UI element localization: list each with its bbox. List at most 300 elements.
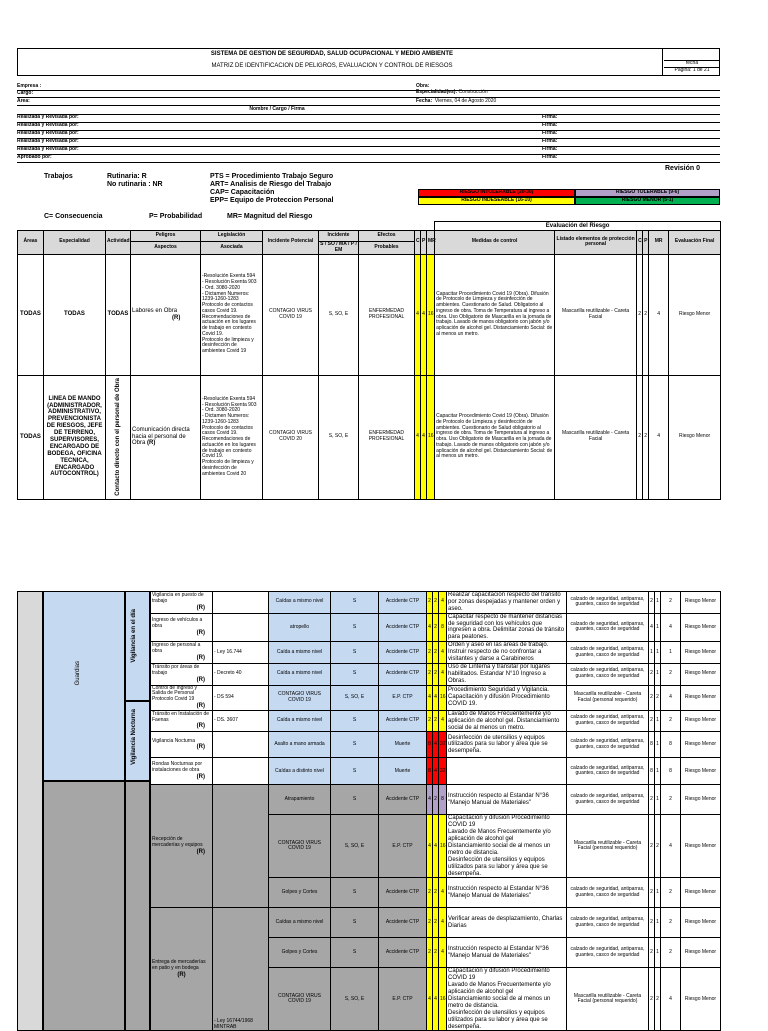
- revision-label: Realizada y Revisada por:: [17, 130, 79, 136]
- cell-epp: Mascarilla reutilizable - Careta Facial (personal requerido): [567, 815, 649, 878]
- cell-epp: calzado de seguridad, antiparras, guantes, casco de seguridad: [567, 592, 649, 614]
- cell-medidas: [447, 758, 567, 785]
- cell-mr: 8: [439, 613, 447, 642]
- cell-peligro: [151, 685, 213, 710]
- cell-epp: calzado de seguridad, antiparras, guantes, casco de seguridad: [567, 732, 649, 758]
- cell-peligro: [151, 732, 213, 758]
- especialidad-line: Especialidad(es): Construcción: [416, 89, 488, 95]
- cell-incidente: Caída a mismo nivel: [269, 642, 331, 664]
- cell-mr2: 2: [661, 938, 681, 968]
- cell-mr2: 4: [661, 613, 681, 642]
- table-row: [151, 732, 721, 758]
- epp-label: EPP= Equipo de Proteccion Personal: [210, 197, 334, 204]
- cell-c2: 2: [649, 685, 655, 710]
- cell-c: 4: [427, 815, 433, 878]
- cell-mr2: 2: [661, 663, 681, 685]
- peligro-text: Vigilancia en puesto de trabajo: [152, 592, 204, 604]
- cell-p2: 1: [655, 663, 661, 685]
- peligro-text: Tránsito en Instalación de Faenas: [152, 710, 210, 723]
- cell-legislacion: [213, 732, 269, 758]
- cell-c: 4: [415, 254, 421, 375]
- cell-p: 4: [433, 685, 439, 710]
- cell-mr: 16: [439, 685, 447, 710]
- cell-p2: 1: [655, 710, 661, 732]
- cell-final: Riesgo Menor: [681, 592, 721, 614]
- cell-medidas: Lavado de Manos Frecuentemente y/o aplicación de alcohol gel. Distanciamiento social de al menos un metro.: [447, 710, 567, 732]
- firma-label: Firma:: [542, 122, 558, 128]
- cell-final: Riesgo Menor: [669, 254, 721, 375]
- cell-mr: 16: [427, 375, 435, 499]
- table-row: [151, 758, 721, 785]
- header-page: Página: 1 de 21: [664, 67, 720, 74]
- cell-incidente: CONTAGIO VIRUS COVID 20: [263, 375, 319, 499]
- cell-medidas: Realizar capacitación respecto del tránsito por zonas despejadas y mantener orden y aseo.: [447, 592, 567, 614]
- revision-row: [17, 115, 720, 123]
- firma-label: Firma:: [542, 146, 558, 152]
- cell-final: Riesgo Menor: [681, 785, 721, 815]
- col-areas: Áreas: [18, 231, 44, 255]
- table-row: [151, 908, 721, 938]
- cell-medidas: Uso de Linterna y transitar por lugares habilitados. Estandar N°10 Ingreso a Obras.: [447, 663, 567, 685]
- cell-p: 4: [433, 732, 439, 758]
- cell-peligro: [151, 785, 213, 908]
- cell-codes: S: [331, 732, 379, 758]
- revision-label: Realizada y Revisada por:: [17, 122, 79, 128]
- cell-peligro: [151, 613, 213, 642]
- cell-c2: 2: [649, 878, 655, 908]
- header-title: SISTEMA DE GESTION DE SEGURIDAD, SALUD OCUPACIONAL Y MEDIO AMBIENTE: [210, 51, 454, 57]
- cell-p: 2: [433, 592, 439, 614]
- cell-codes: S: [331, 908, 379, 938]
- tipo-text: (R): [196, 629, 205, 636]
- table-row: [151, 592, 721, 614]
- cell-p2: 2: [655, 685, 661, 710]
- cell-mr: 4: [439, 908, 447, 938]
- cell-efecto: Accidente CTP: [379, 642, 427, 664]
- cell-p2: 1: [655, 938, 661, 968]
- cell-codes: S: [331, 878, 379, 908]
- cell-codes: S, SO, E: [319, 254, 359, 375]
- cell-legislacion: -Resolución Exenta 594 - Resolución Exenta 903 - Ord. 3080-2020 - Dictamen Numeros: 1239-1260-1283 Protocolo de contactos casos Covid 19. Recomendaciones de actuación en los lugares de trabajo en contexto Covid 19. Protocolo de limpieza y desinfección de ambientes Covid 19: [201, 254, 263, 375]
- cell-c: 2: [427, 592, 433, 614]
- col-eval-final: Evaluación Final: [669, 231, 721, 255]
- cell-mr: 16: [439, 815, 447, 878]
- tipo-text: (R): [196, 848, 205, 855]
- col-probables: Probables: [359, 242, 415, 255]
- cell-incidente: CONTAGIO VIRUS COVID 19: [269, 685, 331, 710]
- cell-area: TODAS: [18, 254, 44, 375]
- cell-c: 2: [427, 710, 433, 732]
- cell-final: Riesgo Menor: [681, 732, 721, 758]
- cell-mr2: 2: [661, 908, 681, 938]
- cell-mr2: 2: [661, 710, 681, 732]
- cell-peligro: Comunicación directa hacia el personal de Obra (R): [131, 375, 201, 499]
- cell-p2: 1: [655, 878, 661, 908]
- cell-p: 2: [433, 663, 439, 685]
- cell-codes: S, SO, E: [319, 375, 359, 499]
- peligro-text: Ingreso de personal a obra: [152, 642, 201, 655]
- cell-final: Riesgo Menor: [681, 815, 721, 878]
- cell-incidente: CONTAGIO VIRUS COVID 19: [269, 815, 331, 878]
- col-mr: MR: [427, 231, 435, 255]
- nombre-cargo-firma: Nombre / Cargo / Firma: [249, 106, 305, 112]
- cell-c2: 8: [649, 758, 655, 785]
- firma-label: Firma:: [542, 138, 558, 144]
- cell-efecto: E.P. CTP: [379, 685, 427, 710]
- cell-p2: 1: [655, 732, 661, 758]
- legend: [17, 165, 720, 225]
- cap-label: CAP= Capacitación: [210, 189, 275, 196]
- col-incidente-potencial: Incidente Potencial: [263, 231, 319, 255]
- cell-codes: S: [331, 938, 379, 968]
- cell-epp: Mascarilla reutilizable - Careta Facial: [555, 254, 637, 375]
- cell-codes: S, SO, E: [331, 815, 379, 878]
- cell-c: 4: [427, 613, 433, 642]
- cell-especialidad: TODAS: [44, 254, 106, 375]
- cell-incidente: Caídas a distinto nivel: [269, 758, 331, 785]
- cell-c2: 2: [637, 254, 643, 375]
- firma-label: Firma:: [542, 114, 558, 120]
- eval-header: Evaluación del Riesgo: [435, 222, 721, 231]
- table-row: [151, 663, 721, 685]
- table-row: [151, 613, 721, 642]
- cell-medidas: Capacitación y difusión Procedimiento COVID 19 Lavado de Manos Frecuentemente y/o aplicación de alcohol gel Distanciamiento social de al menos un metro de distancia. Desinfección de utensilios y equipos utilizados para su labor y área que se desempeña.: [447, 815, 567, 878]
- cell-c: 2: [427, 908, 433, 938]
- cell-p: 4: [421, 375, 427, 499]
- probabilidad-label: P= Probabilidad: [149, 213, 203, 220]
- cell-mr2: 4: [649, 254, 669, 375]
- table-row: [151, 642, 721, 664]
- cell-mr: 16: [439, 968, 447, 1031]
- cell-efecto: Accidente CTP: [379, 613, 427, 642]
- cell-epp: calzado de seguridad, antiparras, guantes, casco de seguridad: [567, 663, 649, 685]
- cell-epp: calzado de seguridad, antiparras, guantes, casco de seguridad: [567, 758, 649, 785]
- cell-efectos: ENFERMEDAD PROFESIONAL: [359, 254, 415, 375]
- cell-c2: 2: [649, 908, 655, 938]
- cell-efectos: ENFERMEDAD PROFESIONAL: [359, 375, 415, 499]
- cell-legislacion: -Resolución Exenta 594 - Resolución Exenta 903 - Ord. 3080-2020 - Dictamen Numeros: 1239-1260-1283 Protocolo de contactos casos Covid 19. Recomendaciones de actuación en los lugares de trabajo en contexto Covid 19. Protocolo de limpieza y desinfección de ambientes Covid 20: [201, 375, 263, 499]
- cell-c2: 1: [649, 642, 655, 664]
- cell-medidas: Instrucción respecto al Estandar N°36 "Manejo Manual de Materiales": [447, 785, 567, 815]
- cell-legislacion: - DS. 3607: [213, 710, 269, 732]
- cell-codes: S: [331, 663, 379, 685]
- header-subtitle: MATRIZ DE IDENTIFICACION DE PELIGROS, EVALUACION Y CONTROL DE RIESGOS: [211, 63, 453, 69]
- revision-row: [17, 155, 720, 163]
- cell-final: Riesgo Menor: [681, 642, 721, 664]
- cell-legislacion: [213, 613, 269, 642]
- col-mr2: MR: [649, 231, 669, 255]
- cell-epp: Mascarilla reutilizable - Careta Facial (personal requerido): [567, 968, 649, 1031]
- cell-mr: 8: [439, 785, 447, 815]
- cell-c2: 2: [649, 710, 655, 732]
- cell-efecto: Accidente CTP: [379, 878, 427, 908]
- cell-p: 2: [433, 938, 439, 968]
- pts-label: PTS = Procedimiento Trabajo Seguro: [210, 173, 334, 180]
- tipo-text: (R): [196, 604, 205, 611]
- cell-c2: 8: [649, 732, 655, 758]
- cell-mr: 16: [427, 254, 435, 375]
- cell-legislacion: - Ley 16.744: [213, 642, 269, 664]
- cell-legislacion: [213, 785, 269, 908]
- cell-final: Riesgo Menor: [669, 375, 721, 499]
- tipo-text: (R): [196, 654, 205, 661]
- rutinaria-label: Rutinaria: R: [107, 173, 147, 180]
- cell-legislacion: - Decreto 40: [213, 663, 269, 685]
- document-header: [17, 48, 720, 76]
- cell-p: 2: [433, 878, 439, 908]
- cell-mr2: 8: [661, 732, 681, 758]
- cell-mr: 4: [439, 663, 447, 685]
- trabajos-label: Trabajos: [44, 173, 73, 180]
- legend-tolerable: RIESGO TOLERABLE (9-6): [575, 189, 720, 197]
- cell-epp: calzado de seguridad, antiparras, guantes, casco de seguridad: [567, 938, 649, 968]
- cell-codes: S: [331, 592, 379, 614]
- legend-indeseable: RIESGO INDESEABLE (16-10): [418, 197, 575, 205]
- cell-p: 2: [433, 785, 439, 815]
- cell-p2: 2: [643, 254, 649, 375]
- cell-medidas: Instrucción respecto al Estandar N°36 "Manejo Manual de Materiales": [447, 878, 567, 908]
- tipo-text: (R): [177, 971, 186, 978]
- tipo-text: (R): [196, 723, 205, 730]
- revision-label: Realizada y Revisada por:: [17, 114, 79, 120]
- cell-c: 8: [427, 758, 433, 785]
- cell-medidas: Procedimiento Seguridad y Vigilancia. Capacitación y difusión Procedimiento COVID 19.: [447, 685, 567, 710]
- tipo-text: (R): [196, 702, 205, 709]
- cell-codes: S, SO, E: [331, 968, 379, 1031]
- cell-mr: 32: [439, 732, 447, 758]
- cell-medidas: Instrucción respecto al Estandar N°36 "Manejo Manual de Materiales": [447, 938, 567, 968]
- cell-area: TODAS: [18, 375, 44, 499]
- cell-codes: S: [331, 642, 379, 664]
- cell-mr: 4: [439, 710, 447, 732]
- col-c: C: [415, 231, 421, 255]
- cell-legislacion: [213, 758, 269, 785]
- revision-row: [17, 131, 720, 139]
- cell-c: 2: [427, 663, 433, 685]
- cell-medidas: Capacitación y difusión Procedimiento COVID 19 Lavado de Manos Frecuentemente y/o aplicación de alcohol gel Distanciamiento social de al menos un metro de distancia. Desinfección de utensilios y equipos utilizados para su labor y área que se desempeña.: [447, 968, 567, 1031]
- revision-row: [17, 139, 720, 147]
- col-incidente-codes: S / SO / MA / P / EM: [320, 241, 357, 253]
- cell-final: Riesgo Menor: [681, 710, 721, 732]
- cell-final: Riesgo Menor: [681, 758, 721, 785]
- cell-incidente: atropello: [269, 613, 331, 642]
- empresa-label: Empresa :: [17, 84, 720, 91]
- cell-mr2: 1: [661, 642, 681, 664]
- cell-incidente: Caídas a mismo nivel: [269, 908, 331, 938]
- cell-epp: calzado de seguridad, antiparras, guantes, casco de seguridad: [567, 908, 649, 938]
- header-fecha: fecha: [664, 60, 720, 67]
- revision-label: Aprobado por:: [17, 154, 52, 160]
- cell-medidas: Verificar areas de desplazamiento, Charlas Diarias: [447, 908, 567, 938]
- cell-c: 8: [427, 732, 433, 758]
- cell-incidente: CONTAGIO VIRUS COVID 19: [269, 968, 331, 1031]
- cell-final: Riesgo Menor: [681, 878, 721, 908]
- revision-label: Realizada y Revisada por:: [17, 146, 79, 152]
- cell-epp: Mascarilla reutilizable - Careta Facial (personal requerido): [567, 685, 649, 710]
- cell-c2: 2: [649, 815, 655, 878]
- col-p: P: [421, 231, 427, 255]
- cell-mr: 4: [439, 642, 447, 664]
- cell-mr2: 2: [661, 878, 681, 908]
- cell-p: 2: [433, 908, 439, 938]
- peligro-text: Vigilancia Nocturna: [152, 737, 195, 744]
- col-legislacion: Legislación: [201, 231, 263, 242]
- cell-incidente: Golpes y Cortes: [269, 938, 331, 968]
- obra-label: Obra:: [416, 83, 430, 89]
- cell-especialidad: LINEA DE MANDO (ADMINISTRADOR, ADMINISTRATIVO, PREVENCIONISTA DE RIESGOS, JEFE DE TERRENO, SUPERVISORES, ENCARGADO DE BODEGA, OFICINA TECNICA, ENCARGADO AUTOCONTROL): [44, 375, 106, 499]
- cell-final: Riesgo Menor: [681, 968, 721, 1031]
- cell-incidente: Caídas a mismo nivel: [269, 592, 331, 614]
- cell-actividad: TODAS: [106, 254, 131, 375]
- no-rutinaria-label: No rutinaria : NR: [107, 181, 163, 188]
- cell-final: Riesgo Menor: [681, 663, 721, 685]
- revision-label: Revisión 0: [665, 165, 701, 172]
- cell-mr2: 2: [661, 785, 681, 815]
- cell-mr: 4: [439, 938, 447, 968]
- cell-peligro: [151, 592, 213, 614]
- peligro-text: Rondas Nocturnas por instalaciones de obra: [152, 761, 203, 773]
- group-nocturna-label: Vigilancia Nocturna: [131, 709, 137, 765]
- cell-final: Riesgo Menor: [681, 938, 721, 968]
- col-asociada: Asociada: [201, 242, 263, 255]
- cell-incidente: Caída a mismo nivel: [269, 710, 331, 732]
- cell-efecto: Accidente CTP: [379, 938, 427, 968]
- tipo-text: (R): [196, 744, 205, 751]
- cell-mr2: 4: [661, 815, 681, 878]
- cell-c2: 2: [649, 968, 655, 1031]
- cell-c2: 2: [649, 663, 655, 685]
- cell-epp: calzado de seguridad, antiparras, guantes, casco de seguridad: [567, 785, 649, 815]
- cell-efecto: Accidente CTP: [379, 908, 427, 938]
- table-row: [18, 375, 721, 499]
- col-c2: C: [637, 231, 643, 255]
- cell-medidas: Capacitar Procedimiento Covid 19 (Obra). Difusión de Protocolo de Limpieza y desinfección de ambientes. Cuestionario de Salud obligatorio al ingreso de obra. Toma de Temperatura al ingreso a obra. Uso Obligatorio de Mascarilla en la jornada de trabajo. Lavado de manos obligatorio con jabón y/o aplicación de alcohol gel. Distanciamiento Social: de al menos un metro.: [435, 375, 555, 499]
- cell-p2: 1: [655, 908, 661, 938]
- cell-c: 4: [427, 785, 433, 815]
- cell-epp: calzado de seguridad, antiparras, guantes, casco de seguridad: [567, 613, 649, 642]
- cell-efecto: Accidente CTP: [379, 710, 427, 732]
- cell-efecto: Accidente CTP: [379, 785, 427, 815]
- col-efectos: Efectos: [359, 231, 415, 242]
- table-row: [18, 254, 721, 375]
- area-label: Área:: [17, 99, 720, 106]
- col-listado: Listado elementos de protección personal: [555, 231, 637, 255]
- cell-codes: S: [331, 613, 379, 642]
- col-p2: P: [643, 231, 649, 255]
- tipo-text: (R): [196, 676, 205, 683]
- group-dia-label: Vigilancia en el día: [131, 609, 137, 663]
- cell-p: 4: [433, 758, 439, 785]
- cell-peligro: [151, 663, 213, 685]
- cell-codes: S: [331, 758, 379, 785]
- cell-peligro: [151, 642, 213, 664]
- cell-p2: 2: [655, 815, 661, 878]
- cell-legislacion: [213, 908, 269, 1031]
- cell-incidente: Caída a mismo nivel: [269, 663, 331, 685]
- cell-incidente: CONTAGIO VIRUS COVID 19: [263, 254, 319, 375]
- cell-mr: 4: [439, 878, 447, 908]
- cell-epp: calzado de seguridad, antiparras, guantes, casco de seguridad: [567, 878, 649, 908]
- cell-codes: S: [331, 710, 379, 732]
- cell-p: 2: [433, 710, 439, 732]
- col-peligros: Peligros: [131, 231, 201, 242]
- cell-mr2: 4: [661, 968, 681, 1031]
- leg-text: - Ley 16744/1968 MINTRAB: [214, 1017, 253, 1030]
- peligro-text: Entrega de mercaderías en patio y en bodega: [152, 959, 206, 971]
- cell-efecto: Muerte: [379, 758, 427, 785]
- cell-incidente: Golpes y Cortes: [269, 878, 331, 908]
- cell-mr: 4: [439, 592, 447, 614]
- peligro-text: Tránsito por áreas de trabajo: [152, 664, 200, 676]
- cell-legislacion: - DS 594: [213, 685, 269, 710]
- magnitud-label: MR= Magnitud del Riesgo: [227, 213, 313, 220]
- revision-row: [17, 147, 720, 155]
- cell-codes: S, SO, E: [331, 685, 379, 710]
- cell-p: 4: [433, 815, 439, 878]
- cell-c2: 2: [649, 592, 655, 614]
- cell-medidas: Desinfección de utensilios y equipos utilizados para su labor y área que se desempeña.: [447, 732, 567, 758]
- cell-p2: 1: [655, 758, 661, 785]
- cell-final: Riesgo Menor: [681, 908, 721, 938]
- cell-efecto: E.P. CTP: [379, 815, 427, 878]
- revision-label: Realizada y Revisada por:: [17, 138, 79, 144]
- cell-mr2: 4: [661, 685, 681, 710]
- cell-c2: 2: [649, 938, 655, 968]
- tipo-text: (R): [196, 773, 205, 780]
- col-especialidad: Especialidad: [44, 231, 106, 255]
- cargo-label: Cargo:: [17, 91, 720, 98]
- art-label: ART= Analisis de Riesgo del Trabajo: [210, 181, 332, 188]
- cell-final: Riesgo Menor: [681, 613, 721, 642]
- cell-p2: 1: [655, 785, 661, 815]
- peligro-text: Ingreso de vehículos a obra: [152, 617, 203, 629]
- cell-epp: Mascarilla reutilizable - Careta Facial: [555, 375, 637, 499]
- cell-efecto: Accidente CTP: [379, 663, 427, 685]
- fecha-line: Fecha: Viernes, 04 de Agosto 2020: [416, 98, 497, 104]
- cell-medidas: Capacitar Procedimiento Covid 19 (Obra). Difusión de Protocolo de Limpieza y desinfección de ambientes. Cuestionario de Salud. Obligatorio al ingreso de obra. Toma de Temperatura al ingreso a obra. Uso Obligatorio de Mascarilla en la jornada de trabajo. Lavado de manos obligatorio con jabón y/o aplicación de alcohol gel. Distanciamiento Social: de al menos un metro.: [435, 254, 555, 375]
- cell-p: 4: [421, 254, 427, 375]
- legend-intolerable: RIESGO INTOLERABLE (20-36): [418, 189, 575, 197]
- guardias-label: Guardias: [75, 661, 81, 686]
- risk-table-2: [17, 591, 720, 1030]
- cell-epp: calzado de seguridad, antiparras, guantes, casco de seguridad: [567, 642, 649, 664]
- legend-menor: RIESGO MENOR (5-1): [575, 197, 720, 205]
- cell-mr2: 2: [661, 592, 681, 614]
- cell-c2: 2: [637, 375, 643, 499]
- info-block: [17, 84, 720, 164]
- col-aspectos: Aspectos: [131, 242, 201, 255]
- cell-medidas: Capacitar respecto de mantener distancias de seguridad con los vehículos que ingresen a obra. Delimitar zonas de tránsito para peatones.: [447, 613, 567, 642]
- cell-mr: 32: [439, 758, 447, 785]
- cell-peligro: [151, 710, 213, 732]
- firma-label: Firma:: [542, 130, 558, 136]
- cell-c2: 2: [649, 785, 655, 815]
- cell-p2: 1: [655, 592, 661, 614]
- cell-p: 4: [433, 968, 439, 1031]
- cell-incidente: Atrapamiento: [269, 785, 331, 815]
- cell-peligro: [151, 908, 213, 1031]
- table-row: [151, 710, 721, 732]
- cell-c: 2: [427, 642, 433, 664]
- cell-actividad: Contacto directo con el personal de Obra: [106, 375, 131, 499]
- cell-p2: 1: [655, 642, 661, 664]
- revision-row: [17, 123, 720, 131]
- peligro-text: Recepción de mercaderías y equipos: [152, 836, 203, 848]
- cell-p: 2: [433, 613, 439, 642]
- table-row: [151, 785, 721, 815]
- cell-legislacion: [213, 592, 269, 614]
- consecuencia-label: C= Consecuencia: [44, 213, 103, 220]
